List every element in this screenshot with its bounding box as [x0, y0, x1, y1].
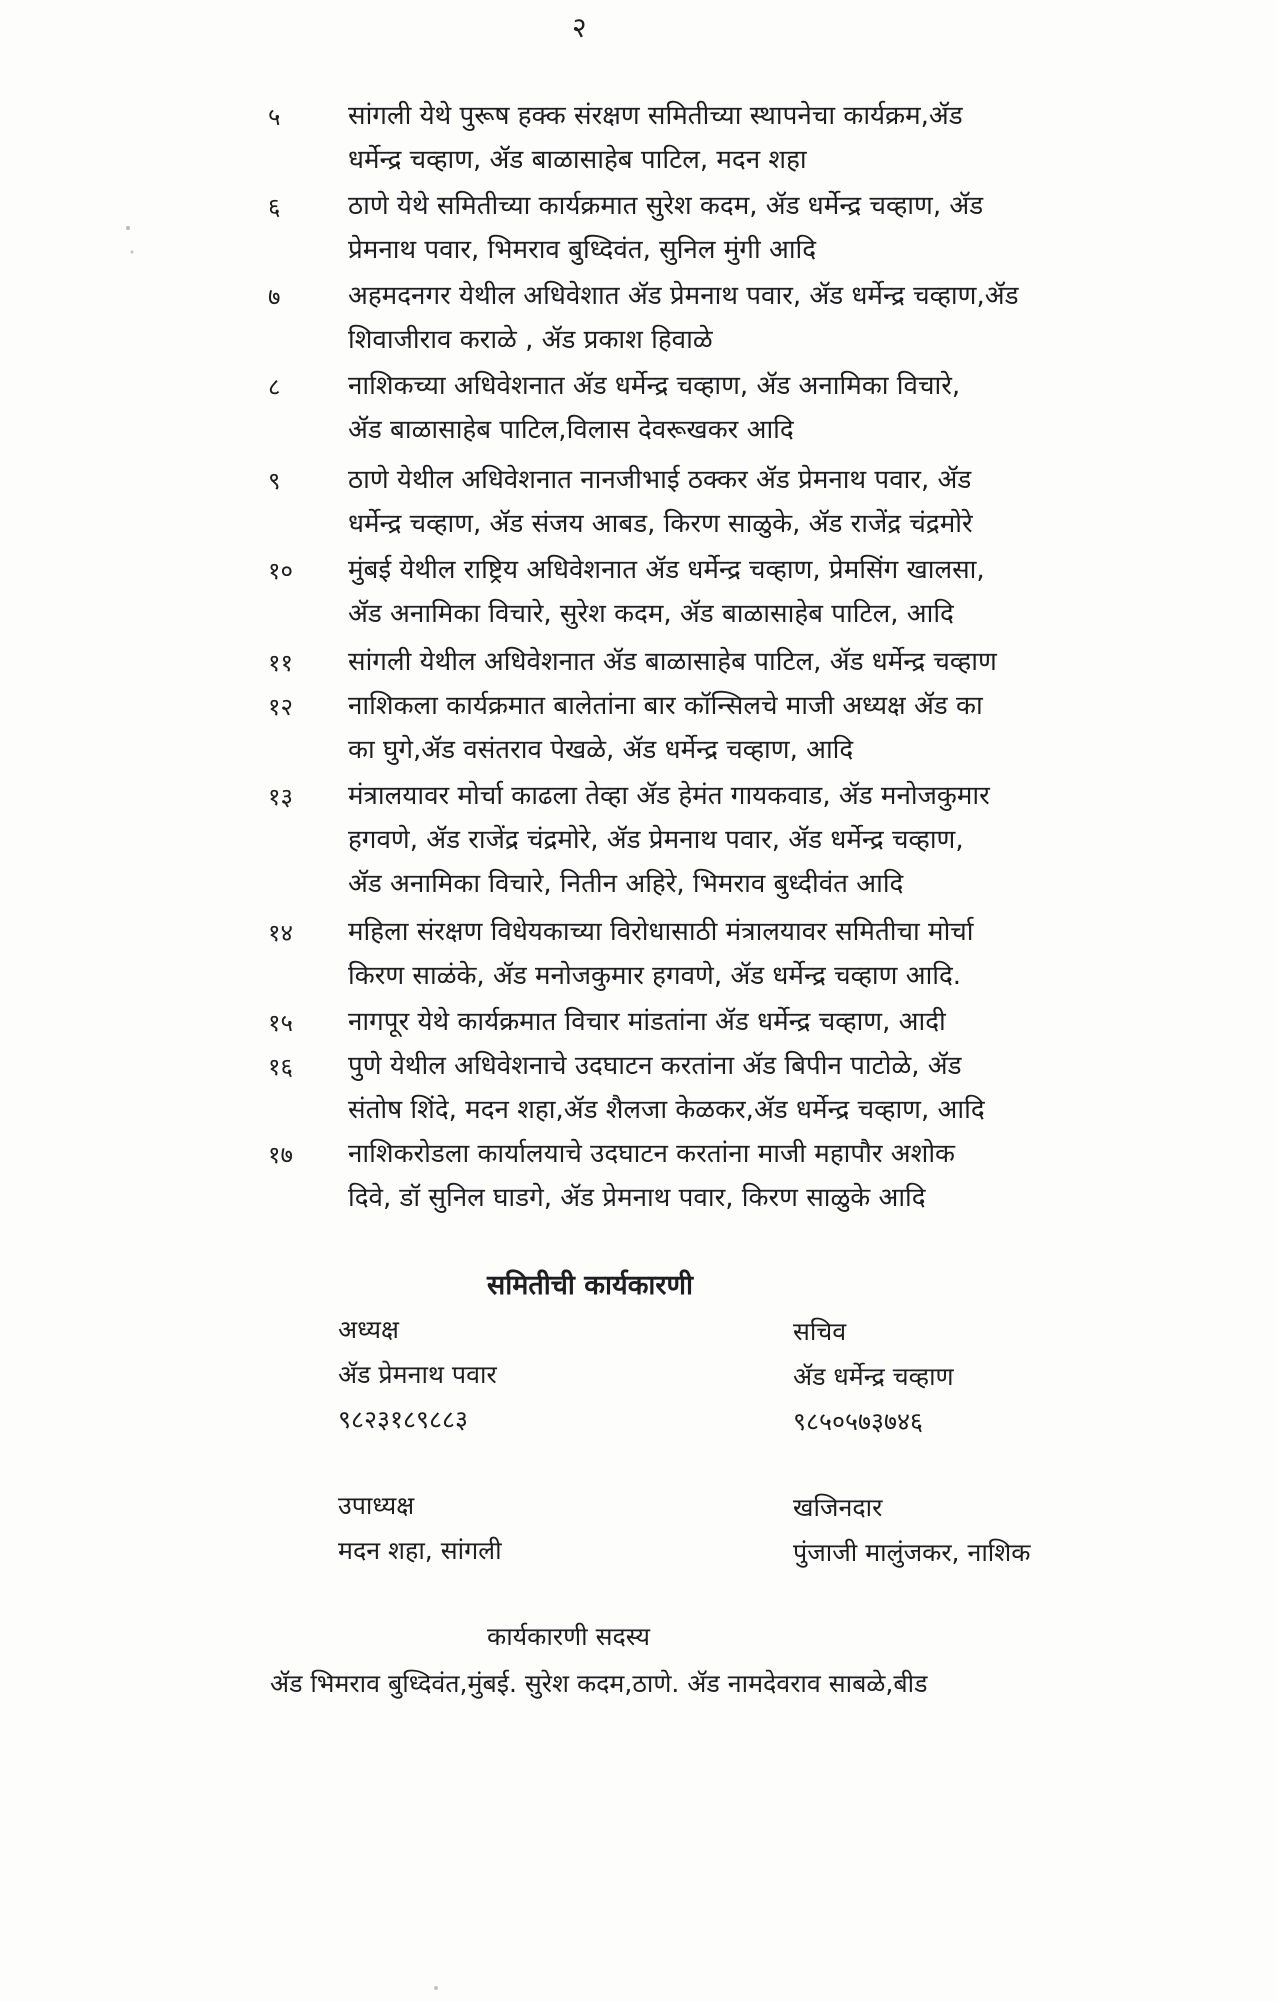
caption-text-line: संतोष शिंदे, मदन शहा,ॲड शैलजा केळकर,ॲड धर्मेन्द्र चव्हाण, आदि	[348, 1095, 985, 1125]
caption-number: ६	[268, 193, 281, 221]
caption-text-line: प्रेमनाथ पवार, भिमराव बुध्दिवंत, सुनिल मुंगी आदि	[348, 235, 817, 265]
caption-text-line: धर्मेन्द्र चव्हाण, ॲड संजय आबड, किरण साळुके, ॲड राजेंद्र चंद्रमोरे	[348, 509, 973, 539]
members-title: कार्यकारणी सदस्य	[487, 1622, 650, 1651]
caption-item	[0, 1046, 1276, 1130]
caption-text-line: हगवणे, ॲड राजेंद्र चंद्रमोरे, ॲड प्रेमनाथ पवार, ॲड धर्मेन्द्र चव्हाण,	[348, 825, 964, 855]
caption-item	[0, 776, 1276, 906]
caption-number: १७	[268, 1141, 293, 1169]
caption-text-line: दिवे, डॉ सुनिल घाडगे, ॲड प्रेमनाथ पवार, किरण साळुके आदि	[348, 1183, 926, 1213]
vice-president-role: उपाध्यक्ष	[338, 1491, 415, 1520]
caption-item	[0, 460, 1276, 544]
caption-text-line: नाशिकला कार्यक्रमात बालेतांना बार कॉन्सिलचे माजी अध्यक्ष ॲड का	[348, 691, 983, 721]
vice-president-name: मदन शहा, सांगली	[338, 1536, 502, 1565]
caption-text-line: ॲड अनामिका विचारे, सुरेश कदम, ॲड बाळासाहेब पाटिल, आदि	[348, 599, 954, 629]
president-role: अध्यक्ष	[338, 1315, 399, 1344]
scan-speck	[434, 1986, 438, 1990]
caption-item	[0, 1134, 1276, 1218]
president-phone: ९८२३१८९८८३	[338, 1405, 469, 1434]
caption-number: १६	[268, 1053, 293, 1081]
caption-text-line: मुंबई येथील राष्ट्रिय अधिवेशनात ॲड धर्मेन्द्र चव्हाण, प्रेमसिंग खालसा,	[348, 555, 985, 585]
caption-text-line: ॲड बाळासाहेब पाटिल,विलास देवरूखकर आदि	[348, 415, 794, 445]
treasurer-name: पुंजाजी मालुंजकर, नाशिक	[793, 1538, 1031, 1567]
caption-number: १२	[268, 693, 293, 721]
caption-item	[0, 276, 1276, 360]
caption-number: १४	[268, 919, 293, 947]
caption-number: ५	[268, 103, 281, 131]
caption-item	[0, 96, 1276, 180]
caption-text-line: पुणे येथील अधिवेशनाचे उदघाटन करतांना ॲड बिपीन पाटोळे, ॲड	[348, 1051, 962, 1081]
caption-text-line: सांगली येथे पुरूष हक्क संरक्षण समितीच्या स्थापनेचा कार्यक्रम,ॲड	[348, 101, 963, 131]
secretary-role: सचिव	[793, 1317, 847, 1346]
caption-text-line: अहमदनगर येथील अधिवेशात ॲड प्रेमनाथ पवार, ॲड धर्मेन्द्र चव्हाण,ॲड	[348, 281, 1019, 311]
caption-number: ८	[268, 373, 281, 401]
caption-text-line: धर्मेन्द्र चव्हाण, ॲड बाळासाहेब पाटिल, मदन शहा	[348, 145, 807, 175]
caption-number: ९	[268, 467, 281, 495]
president-name: ॲड प्रेमनाथ पवार	[338, 1360, 497, 1389]
secretary-name: ॲड धर्मेन्द्र चव्हाण	[793, 1362, 954, 1391]
caption-text-line: किरण साळंके, ॲड मनोजकुमार हगवणे, ॲड धर्मेन्द्र चव्हाण आदि.	[348, 961, 962, 991]
caption-number: १३	[268, 783, 293, 811]
caption-text-line: महिला संरक्षण विधेयकाच्या विरोधासाठी मंत्रालयावर समितीचा मोर्चा	[348, 917, 974, 947]
caption-text-line: शिवाजीराव कराळे , ॲड प्रकाश हिवाळे	[348, 325, 713, 355]
caption-text-line: ठाणे येथील अधिवेशनात नानजीभाई ठक्कर ॲड प्रेमनाथ पवार, ॲड	[348, 465, 972, 495]
caption-number: ११	[268, 649, 293, 677]
caption-item	[0, 366, 1276, 450]
secretary-phone: ९८५०५७३७४६	[793, 1407, 924, 1436]
caption-item	[0, 550, 1276, 634]
caption-text-line: मंत्रालयावर मोर्चा काढला तेव्हा ॲड हेमंत गायकवाड, ॲड मनोजकुमार	[348, 781, 990, 811]
page-number: २	[572, 11, 587, 44]
caption-item	[0, 912, 1276, 996]
caption-number: १५	[268, 1009, 293, 1037]
caption-item	[0, 186, 1276, 270]
caption-text-line: सांगली येथील अधिवेशनात ॲड बाळासाहेब पाटिल, ॲड धर्मेन्द्र चव्हाण	[348, 647, 997, 677]
committee-title: समितीची कार्यकारणी	[487, 1270, 693, 1301]
caption-number: ७	[268, 283, 281, 311]
caption-text-line: नागपूर येथे कार्यक्रमात विचार मांडतांना ॲड धर्मेन्द्र चव्हाण, आदी	[348, 1007, 946, 1037]
members-list: ॲड भिमराव बुध्दिवंत,मुंबई. सुरेश कदम,ठाणे. ॲड नामदेवराव साबळे,बीड	[270, 1669, 928, 1698]
caption-item	[0, 686, 1276, 770]
caption-number: १०	[268, 557, 293, 585]
caption-text-line: नाशिकरोडला कार्यालयाचे उदघाटन करतांना माजी महापौर अशोक	[348, 1139, 956, 1169]
caption-text-line: नाशिकच्या अधिवेशनात ॲड धर्मेन्द्र चव्हाण, ॲड अनामिका विचारे,	[348, 371, 961, 401]
caption-text-line: ॲड अनामिका विचारे, नितीन अहिरे, भिमराव बुध्दीवंत आदि	[348, 869, 904, 899]
caption-text-line: ठाणे येथे समितीच्या कार्यक्रमात सुरेश कदम, ॲड धर्मेन्द्र चव्हाण, ॲड	[348, 191, 984, 221]
treasurer-role: खजिनदार	[793, 1493, 883, 1522]
caption-text-line: का घुगे,ॲड वसंतराव पेखळे, ॲड धर्मेन्द्र चव्हाण, आदि	[348, 735, 854, 765]
